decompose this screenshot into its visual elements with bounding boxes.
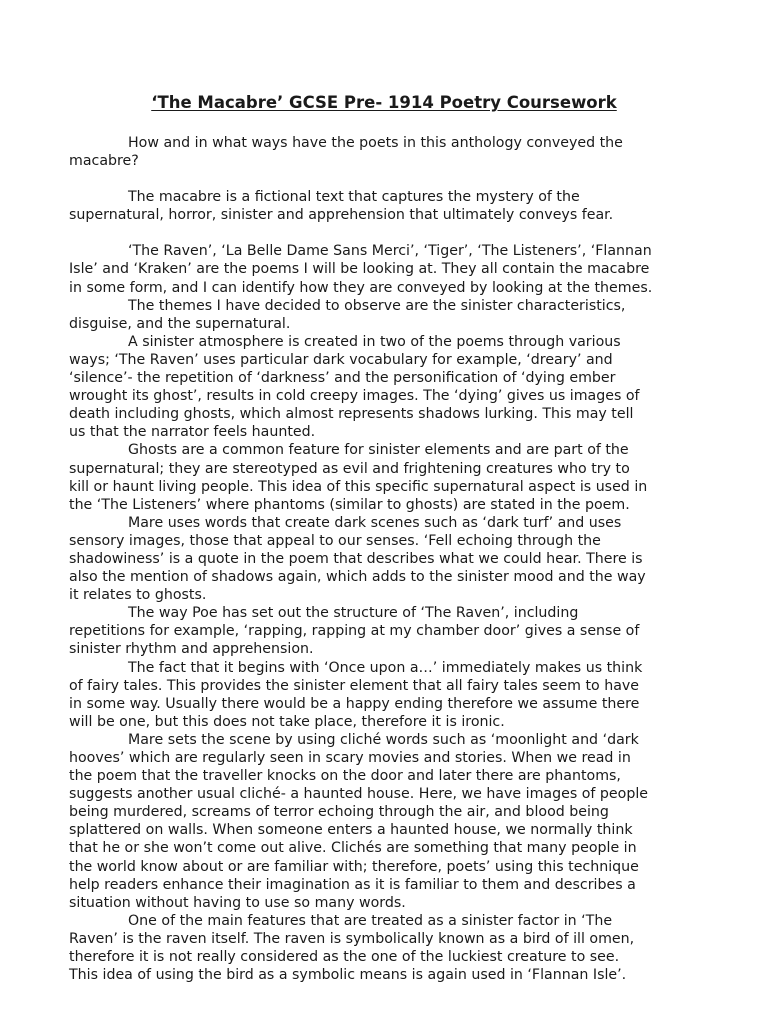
paragraph <box>69 297 709 333</box>
paragraph-line: One of the main features that are treated as a sinister factor in ‘The <box>128 912 613 929</box>
paragraph-line: repetitions for example, ‘rapping, rapping at my chamber door’ gives a sense of <box>69 623 640 640</box>
paragraph-line: The macabre is a fictional text that captures the mystery of the <box>128 189 580 206</box>
paragraph <box>69 604 709 658</box>
paragraph-line: us that the narrator feels haunted. <box>69 424 316 441</box>
paragraph-line: in some way. Usually there would be a happy ending therefore we assume there <box>69 695 640 712</box>
paragraph-line: Ghosts are a common feature for sinister elements and are part of the <box>128 442 629 459</box>
paragraph <box>69 134 709 170</box>
paragraph-line: that he or she won’t come out alive. Clichés are something that many people in <box>69 840 637 857</box>
paragraph-line: Mare sets the scene by using cliché words such as ‘moonlight and ‘dark <box>128 731 639 748</box>
paragraph-line: it relates to ghosts. <box>69 587 207 604</box>
paragraph-line: of fairy tales. This provides the sinister element that all fairy tales seem to have <box>69 677 640 694</box>
paragraph <box>69 912 709 984</box>
paragraph-line: the ‘The Listeners’ where phantoms (similar to ghosts) are stated in the poem. <box>69 496 630 513</box>
paragraph-line: The themes I have decided to observe are the sinister characteristics, <box>128 297 626 314</box>
paragraph-line: The way Poe has set out the structure of ‘The Raven’, including <box>128 605 579 622</box>
paragraph-line: macabre? <box>69 153 139 170</box>
paragraph-line: the poem that the traveller knocks on the door and later there are phantoms, <box>69 768 621 785</box>
paragraph-line: being murdered, screams of terror echoing through the air, and blood being <box>69 804 609 821</box>
paragraph <box>69 514 709 604</box>
paragraph-line: shadowiness’ is a quote in the poem that describes what we could hear. There is <box>69 550 643 567</box>
paragraph-line: death including ghosts, which almost represents shadows lurking. This may tell <box>69 406 634 423</box>
paragraph <box>69 242 709 296</box>
paragraph-line: therefore it is not really considered as the one of the luckiest creature to see. <box>69 949 620 966</box>
paragraph-line: hooves’ which are regularly seen in scary movies and stories. When we read in <box>69 750 631 766</box>
paragraph-line: This idea of using the bird as a symbolic means is again used in ‘Flannan Isle’. <box>69 967 627 984</box>
paragraph-line: wrought its ghost’, results in cold creepy images. The ‘dying’ gives us images of <box>69 388 640 405</box>
paragraph <box>69 731 709 912</box>
paragraph-line: help readers enhance their imagination as it is familiar to them and describes a <box>69 876 636 893</box>
paragraph-line: supernatural; they are stereotyped as evil and frightening creatures who try to <box>69 460 630 477</box>
paragraph-line: The fact that it begins with ‘Once upon a…’ immediately makes us think <box>128 659 643 676</box>
paragraph-line: Mare uses words that create dark scenes such as ‘dark turf’ and uses <box>128 514 622 531</box>
paragraph-line: in some form, and I can identify how they are conveyed by looking at the themes. <box>69 279 653 296</box>
paragraph-line: ways; ‘The Raven’ uses particular dark vocabulary for example, ‘dreary’ and <box>69 351 613 368</box>
paragraph-line: Raven’ is the raven itself. The raven is symbolically known as a bird of ill omen, <box>69 930 635 947</box>
paragraph-line: splattered on walls. When someone enters a haunted house, we normally think <box>69 822 633 839</box>
document-title: ‘The Macabre’ GCSE Pre- 1914 Poetry Coursework <box>151 93 617 112</box>
paragraph-line: supernatural, horror, sinister and apprehension that ultimately conveys fear. <box>69 207 614 224</box>
paragraph <box>69 659 709 731</box>
paragraph-line: will be one, but this does not take place, therefore it is ironic. <box>69 713 505 730</box>
paragraph-line: How and in what ways have the poets in this anthology conveyed the <box>128 135 623 151</box>
paragraph-line: kill or haunt living people. This idea of this specific supernatural aspect is used in <box>69 478 648 495</box>
paragraph-line: also the mention of shadows again, which adds to the sinister mood and the way <box>69 569 646 586</box>
document-body <box>69 134 709 984</box>
paragraph-line: disguise, and the supernatural. <box>69 315 291 332</box>
paragraph-line: Isle’ and ‘Kraken’ are the poems I will be looking at. They all contain the macabre <box>69 261 650 278</box>
paragraph-line: sinister rhythm and apprehension. <box>69 641 314 658</box>
paragraph <box>69 441 709 513</box>
paragraph-line: ‘silence’- the repetition of ‘darkness’ and the personification of ‘dying ember <box>69 370 616 387</box>
paragraph-line: situation without having to use so many words. <box>69 894 406 911</box>
paragraph-line: the world know about or are familiar with; therefore, poets’ using this technique <box>69 858 639 875</box>
paragraph-line: A sinister atmosphere is created in two of the poems through various <box>128 333 621 350</box>
paragraph-line: sensory images, those that appeal to our senses. ‘Fell echoing through the <box>69 532 601 549</box>
paragraph-line: suggests another usual cliché- a haunted house. Here, we have images of people <box>69 786 649 803</box>
paragraph <box>69 188 709 224</box>
paragraph-line: ‘The Raven’, ‘La Belle Dame Sans Merci’, ‘Tiger’, ‘The Listeners’, ‘Flannan <box>128 243 652 260</box>
paragraph <box>69 333 709 442</box>
